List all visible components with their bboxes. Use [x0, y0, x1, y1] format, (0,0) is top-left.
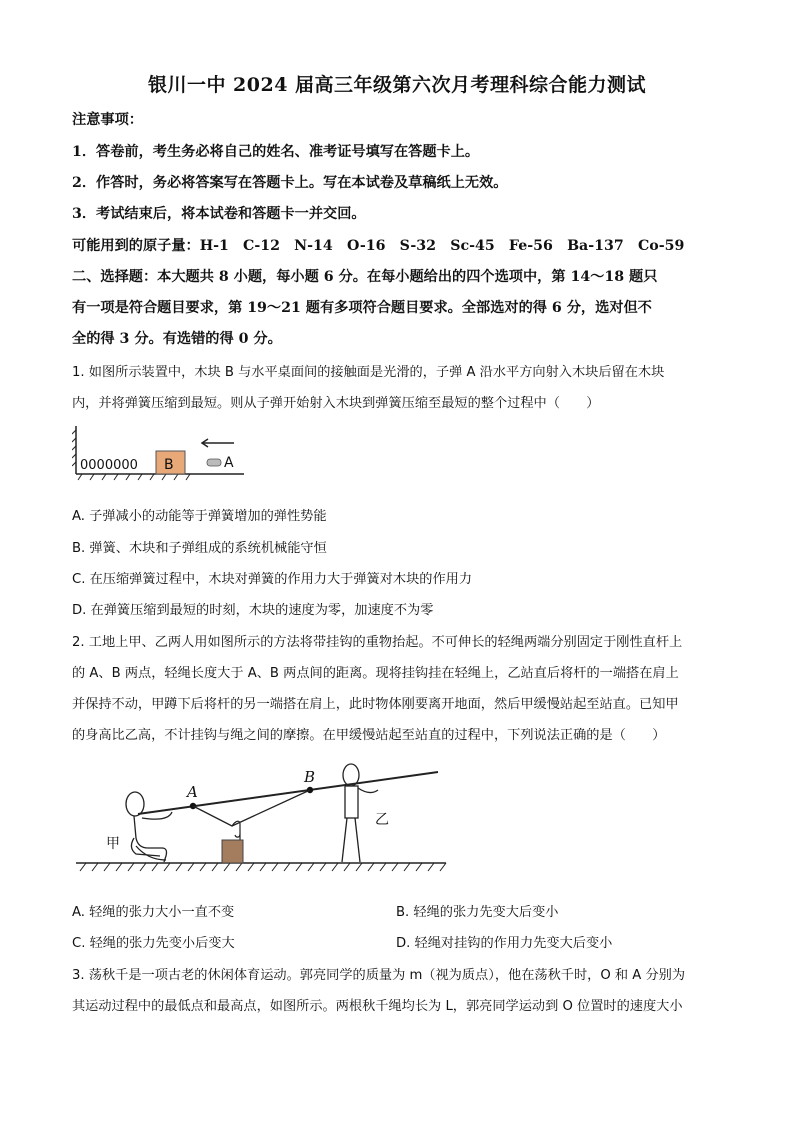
q1-stem: 1. 如图所示装置中，木块 B 与水平桌面间的接触面是光滑的，子弹 A 沿水平方向射入木块后留在木块: [72, 365, 665, 380]
weight-box-shape: [222, 840, 243, 863]
notice-heading: 注意事项：: [72, 112, 143, 128]
section-text: 有一项是符合题目要求，第 19～21 题有多项符合题目要求。全部选对的得 6 分，选对但不: [72, 300, 652, 316]
q2-option-b: B. 轻绳的张力先变大后变小: [396, 905, 559, 920]
person-right-figure: [342, 764, 378, 862]
q2-stem: 2. 工地上甲、乙两人用如图所示的方法将带挂钩的重物抬起。不可伸长的轻绳两端分别固定于刚性直杆上: [72, 635, 683, 650]
bullet-shape: [207, 459, 221, 466]
q2-option-d: D. 轻绳对挂钩的作用力先变大后变小: [396, 936, 613, 951]
section-text: 全的得 3 分。有选错的得 0 分。: [72, 331, 282, 347]
q1-option-b: B. 弹簧、木块和子弹组成的系统机械能守恒: [72, 541, 327, 556]
q2-stem: 的身高比乙高，不计挂钩与绳之间的摩擦。在甲缓慢站起至站直的过程中，下列说法正确的是（ ）: [72, 728, 666, 743]
person-left-figure: [126, 792, 172, 862]
person-left-label: 甲: [106, 836, 120, 852]
q1-spring-block-figure: [72, 424, 248, 484]
q2-option-c: C. 轻绳的张力先变小后变大: [72, 936, 235, 951]
atomic-mass-line: 可能用到的原子量：H-1 C-12 N-14 O-16 S-32 Sc-45 Fe-56 Ba-137 Co-59: [72, 238, 685, 254]
section-heading: 二、选择题：本大题共 8 小题，每小题 6 分。在每小题给出的四个选项中，第 14～18 题只: [72, 269, 658, 285]
q2-option-a: A. 轻绳的张力大小一直不变: [72, 905, 235, 920]
q1-stem: 内，并将弹簧压缩到最短。则从子弹开始射入木块到弹簧压缩至最短的整个过程中（ ）: [72, 396, 600, 411]
q2-stem: 并保持不动，甲蹲下后将杆的另一端搭在肩上，此时物体刚要离开地面，然后甲缓慢站起至站直。已知甲: [72, 697, 679, 712]
spring-label: 0000000: [80, 458, 138, 473]
bullet-label: A: [224, 455, 234, 471]
q1-option-a: A. 子弹减小的动能等于弹簧增加的弹性势能: [72, 509, 327, 524]
point-b-label: B: [304, 768, 316, 786]
q1-option-d: D. 在弹簧压缩到最短的时刻，木块的速度为零，加速度不为零: [72, 603, 434, 618]
q3-stem: 3. 荡秋千是一项古老的休闲体育运动。郭亮同学的质量为 m（视为质点），他在荡秋千时，O 和 A 分别为: [72, 968, 686, 983]
block-b-label: B: [164, 457, 174, 473]
pole-shape: [138, 772, 438, 814]
notice-item: 1．答卷前，考生务必将自己的姓名、准考证号填写在答题卡上。: [72, 144, 480, 160]
notice-item: 2．作答时，务必将答案写在答题卡上。写在本试卷及草稿纸上无效。: [72, 175, 508, 191]
person-right-label: 乙: [375, 812, 389, 828]
point-a-label: A: [187, 783, 198, 801]
notice-item: 3．考试结束后，将本试卷和答题卡一并交回。: [72, 206, 366, 222]
page-title: 银川一中 2024 届高三年级第六次月考理科综合能力测试: [147, 74, 647, 96]
q1-option-c: C. 在压缩弹簧过程中，木块对弹簧的作用力大于弹簧对木块的作用力: [72, 572, 473, 587]
q2-stem: 的 A、B 两点，轻绳长度大于 A、B 两点间的距离。现将挂钩挂在轻绳上，乙站直后将杆的一端搭在肩上: [72, 666, 679, 681]
q3-stem: 其运动过程中的最低点和最高点，如图所示。两根秋千绳均长为 L，郭亮同学运动到 O 位置时的速度大小: [72, 999, 683, 1014]
q2-lifting-figure: [76, 756, 448, 880]
rope-shape: [193, 790, 310, 826]
